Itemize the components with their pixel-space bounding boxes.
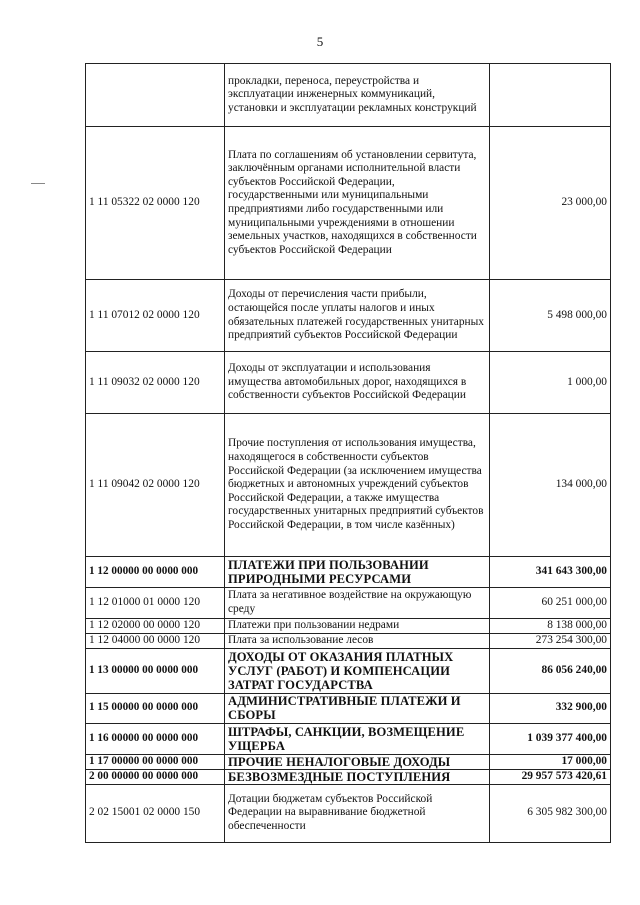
table-row — [86, 769, 611, 784]
margin-mark — [31, 183, 45, 184]
row-amount: 332 900,00 — [490, 693, 611, 723]
table-row — [86, 352, 611, 414]
page-number: 5 — [316, 34, 324, 49]
row-name: ПЛАТЕЖИ ПРИ ПОЛЬЗОВАНИИ ПРИРОДНЫМИ РЕСУРСАМИ — [225, 557, 490, 588]
row-amount: 8 138 000,00 — [490, 619, 611, 634]
row-code: 1 11 09032 02 0000 120 — [86, 352, 225, 414]
row-amount: 60 251 000,00 — [490, 588, 611, 619]
row-amount: 1 000,00 — [490, 352, 611, 414]
row-name: ПРОЧИЕ НЕНАЛОГОВЫЕ ДОХОДЫ — [225, 754, 490, 769]
table-row — [86, 754, 611, 769]
table-row — [86, 784, 611, 842]
table-row — [86, 693, 611, 723]
row-amount — [490, 64, 611, 127]
row-name: БЕЗВОЗМЕЗДНЫЕ ПОСТУПЛЕНИЯ — [225, 769, 490, 784]
row-name: АДМИНИСТРАТИВНЫЕ ПЛАТЕЖИ И СБОРЫ — [225, 693, 490, 723]
row-code: 1 15 00000 00 0000 000 — [86, 693, 225, 723]
row-code: 1 12 04000 00 0000 120 — [86, 633, 225, 648]
row-code: 1 11 05322 02 0000 120 — [86, 127, 225, 280]
row-code: 1 13 00000 00 0000 000 — [86, 648, 225, 693]
row-code: 1 16 00000 00 0000 000 — [86, 723, 225, 754]
row-name: Прочие поступления от использования имущества, находящегося в собственности субъектов Российской Федерации (за исключением имущества бюджетных и автономных учреждений субъектов Российской Федерации, а также имущества государственных унитарных предприятий субъектов Российской Федерации, в том числе казённых) — [225, 414, 490, 557]
row-name: Дотации бюджетам субъектов Российской Федерации на выравнивание бюджетной обеспеченности — [225, 784, 490, 842]
row-code: 2 02 15001 02 0000 150 — [86, 784, 225, 842]
row-code: 1 12 02000 00 0000 120 — [86, 619, 225, 634]
row-name: Платежи при пользовании недрами — [225, 619, 490, 634]
row-code: 1 12 01000 01 0000 120 — [86, 588, 225, 619]
table-row — [86, 414, 611, 557]
table-row — [86, 64, 611, 127]
row-amount: 6 305 982 300,00 — [490, 784, 611, 842]
row-amount: 134 000,00 — [490, 414, 611, 557]
row-amount: 23 000,00 — [490, 127, 611, 280]
table-row — [86, 648, 611, 693]
table-row — [86, 619, 611, 634]
table-row — [86, 557, 611, 588]
row-amount: 86 056 240,00 — [490, 648, 611, 693]
row-name: прокладки, переноса, переустройства и эксплуатации инженерных коммуникаций, установки и эксплуатации рекламных конструкций — [225, 64, 490, 127]
row-amount: 5 498 000,00 — [490, 280, 611, 352]
row-name: ДОХОДЫ ОТ ОКАЗАНИЯ ПЛАТНЫХ УСЛУГ (РАБОТ) И КОМПЕНСАЦИИ ЗАТРАТ ГОСУДАРСТВА — [225, 648, 490, 693]
row-code: 1 11 09042 02 0000 120 — [86, 414, 225, 557]
table-row — [86, 588, 611, 619]
row-name: ШТРАФЫ, САНКЦИИ, ВОЗМЕЩЕНИЕ УЩЕРБА — [225, 723, 490, 754]
row-name: Доходы от перечисления части прибыли, остающейся после уплаты налогов и иных обязательных платежей государственных унитарных предприятий субъектов Российской Федерации — [225, 280, 490, 352]
row-name: Плата за негативное воздействие на окружающую среду — [225, 588, 490, 619]
table-row — [86, 723, 611, 754]
row-name: Плата по соглашениям об установлении сервитута, заключённым органами исполнительной власти субъектов Российской Федерации, государственными или муниципальными предприятиями либо государственными или муниципальными учреждениями в отношении земельных участков, находящихся в собственности субъектов Российской Федерации — [225, 127, 490, 280]
table-row — [86, 633, 611, 648]
row-amount: 1 039 377 400,00 — [490, 723, 611, 754]
row-name: Плата за использование лесов — [225, 633, 490, 648]
table-row — [86, 127, 611, 280]
row-amount: 17 000,00 — [490, 754, 611, 769]
row-code: 2 00 00000 00 0000 000 — [86, 769, 225, 784]
row-code: 1 12 00000 00 0000 000 — [86, 557, 225, 588]
budget-revenue-table — [85, 63, 611, 843]
table-body — [86, 64, 611, 843]
row-code — [86, 64, 225, 127]
row-name: Доходы от эксплуатации и использования имущества автомобильных дорог, находящихся в собственности субъектов Российской Федерации — [225, 352, 490, 414]
row-code: 1 11 07012 02 0000 120 — [86, 280, 225, 352]
row-amount: 341 643 300,00 — [490, 557, 611, 588]
table-row — [86, 280, 611, 352]
row-code: 1 17 00000 00 0000 000 — [86, 754, 225, 769]
row-amount: 29 957 573 420,61 — [490, 769, 611, 784]
row-amount: 273 254 300,00 — [490, 633, 611, 648]
